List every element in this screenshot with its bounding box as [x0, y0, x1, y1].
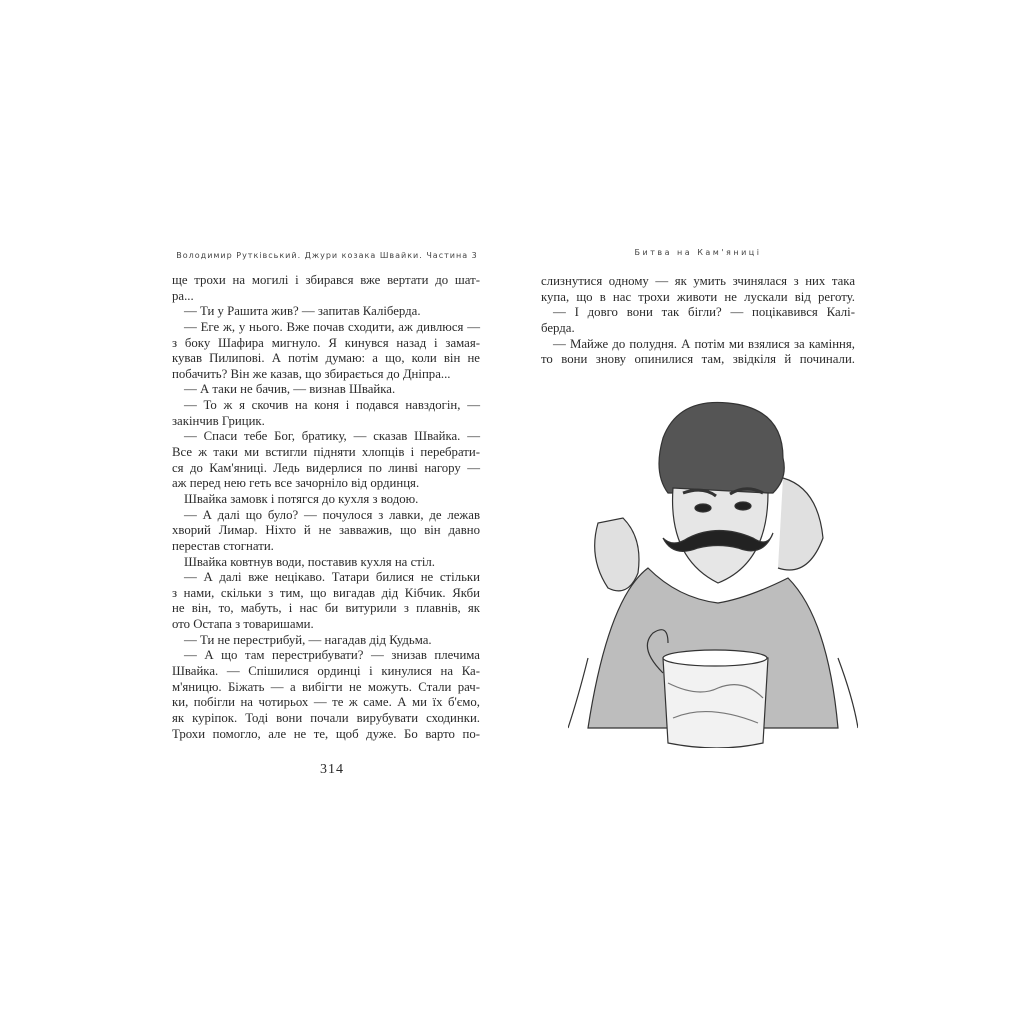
text-line: — А таки не бачив, — визнав Швайка.: [184, 382, 396, 397]
text-line: аж перед нею геть все зачорніло від ординця.: [172, 476, 420, 491]
text-line: — Еге ж, у нього. Вже почав сходити, аж дивлюся —: [184, 319, 480, 334]
body-text: [172, 273, 480, 742]
text-line: — І довго вони так бігли? — поцікавився Калі-: [553, 305, 855, 320]
running-head: Битва на Кам'яниці: [634, 248, 762, 257]
text-line: з нами, скільки з тим, що вигадав дід Кібчик. Якби: [172, 585, 480, 600]
text-line: ся до Кам'яниці. Ледь видерлися по линві нагору —: [172, 460, 480, 475]
text-line: — А що там перестрибувати? — знизав плечима: [184, 648, 480, 663]
text-line: — Спаси тебе Бог, братику, — сказав Швайка. —: [184, 429, 480, 444]
text-line: м'яницю. Біжать — а вибігти не можуть. Стали рач-: [172, 679, 480, 694]
body-text: [541, 273, 855, 367]
page-number: 314: [320, 762, 344, 777]
text-line: ще трохи на могилі і збирався вже вертати до шат-: [172, 273, 480, 287]
text-line: кував Пилипові. А потім думаю: а що, коли він не: [172, 351, 480, 366]
text-line: то вони знову опинилися там, звідкіля й починали.: [541, 352, 855, 367]
text-line: хворий Лимар. Ніхто й не завважив, що він давно: [172, 523, 480, 538]
text-line: — А далі вже нецікаво. Татари билися не стільки: [184, 570, 480, 585]
text-line: ра...: [172, 288, 194, 303]
text-line: побачить? Він же казав, що збирається до Дніпра...: [172, 366, 451, 381]
text-line: — Ти у Рашита жив? — запитав Каліберда.: [184, 304, 421, 319]
text-line: Швайка. — Спішилися ординці і кинулися на Ка-: [172, 664, 480, 679]
text-line: — Майже до полудня. А потім ми взялися за каміння,: [553, 336, 855, 351]
text-line: — Ти не перестрибуй, — нагадав дід Кудьма.: [184, 632, 432, 647]
text-line: закінчив Грицик.: [172, 413, 265, 428]
text-line: — То ж я скочив на коня і подався навздогін, —: [184, 398, 480, 413]
text-line: берда.: [541, 320, 575, 335]
text-line: Все ж таки ми встигли підняти хлопців і перебрати-: [172, 445, 480, 460]
text-line: не він, то, мабуть, і нас би витурили з плавнів, як: [172, 601, 480, 616]
text-line: з боку Шафира мигнуло. Я кинувся назад і замая-: [172, 335, 480, 350]
text-line: Трохи помогло, але не те, щоб дуже. Бо варто по-: [172, 726, 480, 741]
text-line: перестав стогнати.: [172, 538, 274, 553]
text-line: як куріпок. Тоді вони почали вирубувати сходинки.: [172, 710, 480, 725]
text-line: слизнутися одному — як умить зчинялася з них така: [541, 274, 855, 288]
text-line: Швайка ковтнув води, поставив кухля на стіл.: [184, 554, 435, 569]
text-line: ото Остапа з товаришами.: [172, 617, 314, 632]
running-head: Володимир Рутківський. Джури козака Швайки. Частина 3: [176, 251, 478, 260]
text-line: ки, побігли на чотирьох — те ж саме. А ми їх б'ємо,: [172, 695, 480, 710]
text-line: — А далі що було? — почулося з лавки, де лежав: [184, 507, 480, 522]
text-line: купа, що в нас трохи животи не лускали від реготу.: [541, 289, 855, 304]
text-line: Швайка замовк і потягся до кухля з водою.: [184, 491, 419, 506]
cossack-illustration: [568, 398, 858, 748]
